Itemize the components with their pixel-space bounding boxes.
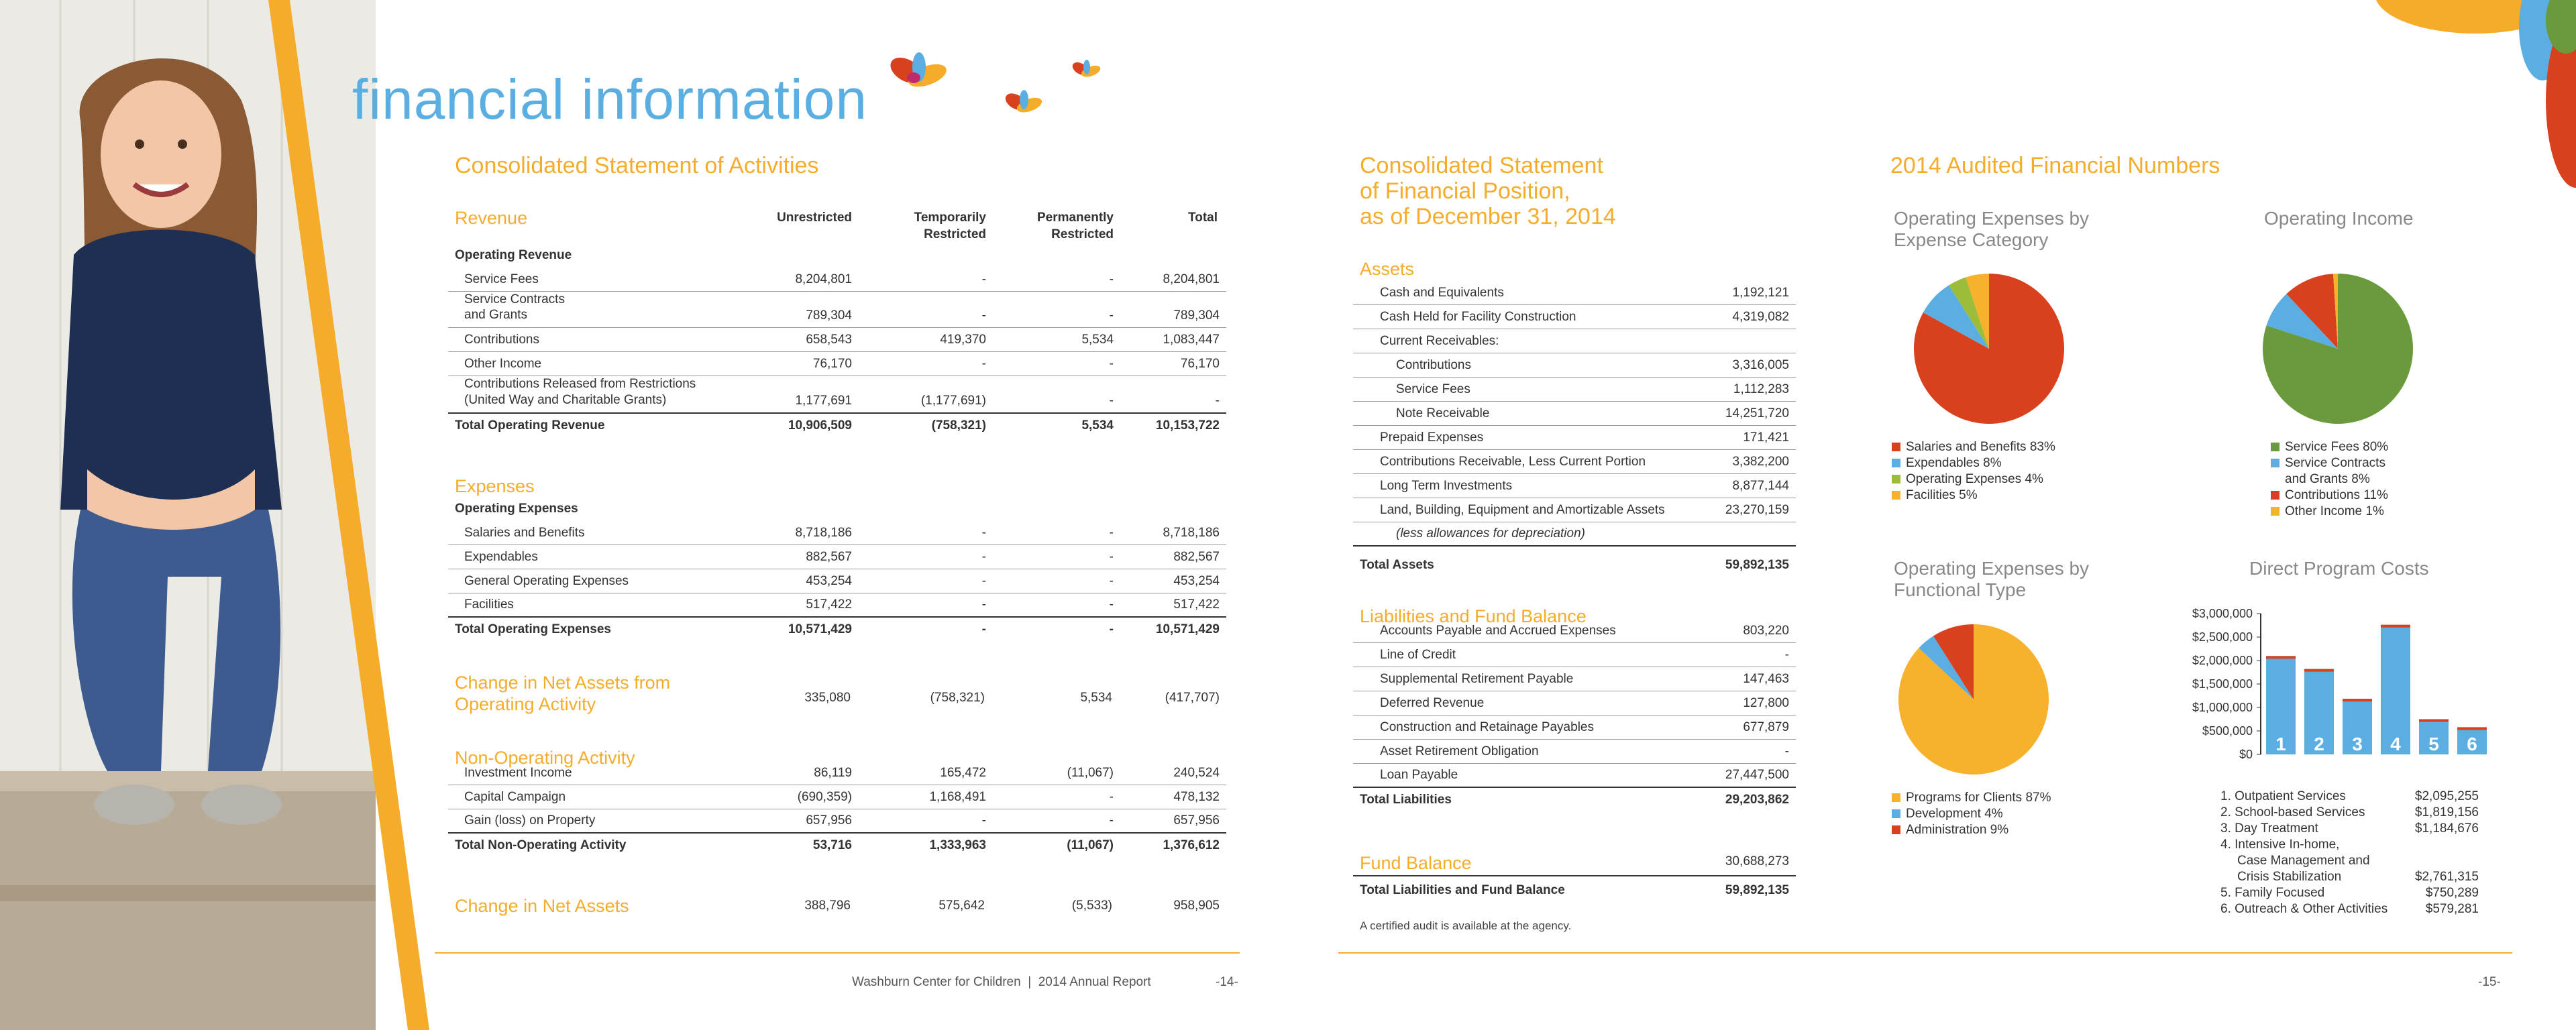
operating-revenue-row <box>448 243 1226 267</box>
program-label: 6. Outreach & Other Activities <box>2220 902 2388 916</box>
revenue-row <box>448 267 1226 291</box>
liability-row <box>1353 739 1796 763</box>
row-label: Investment Income <box>448 760 737 785</box>
permanently-cell: - <box>993 267 1120 291</box>
total-cell: 657,956 <box>1120 809 1226 833</box>
legend-label: Service Contracts and Grants 8% <box>2285 456 2385 486</box>
program-cost-item <box>2220 821 2479 837</box>
total-cell: 76,170 <box>1120 352 1226 376</box>
liability-row <box>1353 763 1796 787</box>
liability-row <box>1353 667 1796 691</box>
nonop-row <box>448 785 1226 809</box>
program-cost-item <box>2220 837 2479 853</box>
asset-row <box>1353 498 1796 522</box>
total-liabilities-value: 29,203,862 <box>1688 787 1796 811</box>
total-assets-label: Total Assets <box>1353 546 1688 577</box>
fund-heading: Fund Balance <box>1360 853 1472 873</box>
legend-direct-program-costs <box>2220 789 2479 917</box>
total-cell: 517,422 <box>1120 593 1226 617</box>
operating-expenses-row <box>448 496 1226 520</box>
temporarily-cell: - <box>859 569 993 593</box>
bar-label-5: 5 <box>2428 734 2439 754</box>
legend-label: Development 4% <box>1906 807 2003 821</box>
liability-label: Loan Payable <box>1353 763 1688 787</box>
total-cell: 10,571,429 <box>1120 617 1226 641</box>
total-cell: 453,254 <box>1120 569 1226 593</box>
unrestricted-cell: (690,359) <box>737 785 859 809</box>
expenses-table <box>448 496 1226 641</box>
row-label: Service Fees <box>448 267 737 291</box>
asset-value <box>1688 522 1796 546</box>
total-liab-fund-label: Total Liabilities and Fund Balance <box>1360 883 1565 897</box>
asset-label: (less allowances for depreciation) <box>1353 522 1688 546</box>
permanently-cell: - <box>993 593 1120 617</box>
change-op-p: 5,534 <box>1080 691 1112 705</box>
temporarily-cell: (758,321) <box>859 413 993 437</box>
unrestricted-cell: 517,422 <box>737 593 859 617</box>
program-cost-item <box>2220 869 2479 885</box>
liability-label: Asset Retirement Obligation <box>1353 739 1688 763</box>
y-tick-label: $2,500,000 <box>2192 630 2253 644</box>
program-label: Crisis Stabilization <box>2237 870 2342 884</box>
legend-swatch <box>1892 475 1900 483</box>
asset-label: Land, Building, Equipment and Amortizable Assets <box>1353 498 1688 522</box>
asset-row <box>1353 449 1796 473</box>
position-title-line-2: of Financial Position, <box>1360 178 1570 205</box>
total-expenses-row <box>448 617 1226 641</box>
liability-row <box>1353 618 1796 642</box>
fund-value: 30,688,273 <box>1725 854 1789 868</box>
asset-value: 3,382,200 <box>1688 449 1796 473</box>
legend-item <box>1892 488 2113 504</box>
asset-label: Long Term Investments <box>1353 473 1688 498</box>
bar-cap-1 <box>2266 656 2296 659</box>
asset-value: 14,251,720 <box>1688 401 1796 425</box>
temporarily-cell: - <box>859 352 993 376</box>
liability-row <box>1353 715 1796 739</box>
y-tick-label: $0 <box>2239 748 2253 761</box>
asset-value: 1,192,121 <box>1688 280 1796 304</box>
footer-left-page: -14- <box>1216 975 1238 989</box>
page-title: financial information <box>352 68 868 131</box>
bar-cap-4 <box>2381 625 2410 628</box>
program-value: $1,819,156 <box>2414 805 2479 819</box>
change-net-t: 575,642 <box>938 899 985 913</box>
program-value: $1,184,676 <box>2414 821 2479 836</box>
revenue-table <box>448 243 1226 437</box>
row-label: Capital Campaign <box>448 785 737 809</box>
legend-swatch <box>2271 507 2279 516</box>
liability-label: Deferred Revenue <box>1353 691 1688 715</box>
asset-value: 4,319,082 <box>1688 304 1796 329</box>
asset-label: Service Fees <box>1353 377 1688 401</box>
temporarily-cell: 1,168,491 <box>859 785 993 809</box>
asset-label: Cash and Equivalents <box>1353 280 1688 304</box>
position-title-line-1: Consolidated Statement <box>1360 153 1603 178</box>
pie-chart-expense-category <box>1905 265 2073 433</box>
program-label: 1. Outpatient Services <box>2220 789 2346 803</box>
asset-row <box>1353 473 1796 498</box>
liability-value: - <box>1688 642 1796 667</box>
chart2-title: Operating Income <box>2264 208 2414 229</box>
asset-label: Prepaid Expenses <box>1353 425 1688 449</box>
row-label: Gain (loss) on Property <box>448 809 737 833</box>
total-liabilities-label: Total Liabilities <box>1353 787 1688 811</box>
asset-label: Note Receivable <box>1353 401 1688 425</box>
liab-heading: Liabilities and Fund Balance <box>1360 606 1587 626</box>
asset-row <box>1353 401 1796 425</box>
row-label: Total Operating Revenue <box>448 413 737 437</box>
legend-operating-income <box>2271 439 2438 520</box>
change-net-heading: Change in Net Assets <box>455 896 629 916</box>
permanently-cell: 5,534 <box>993 328 1120 352</box>
asset-row <box>1353 280 1796 304</box>
unrestricted-cell: 76,170 <box>737 352 859 376</box>
row-label: Contributions <box>448 328 737 352</box>
flower-decoration <box>879 40 1134 127</box>
unrestricted-cell: 10,571,429 <box>737 617 859 641</box>
row-label: Other Income <box>448 352 737 376</box>
permanently-cell: - <box>993 569 1120 593</box>
unrestricted-cell: 657,956 <box>737 809 859 833</box>
corner-flower-decoration <box>2375 0 2576 194</box>
asset-value: 8,877,144 <box>1688 473 1796 498</box>
program-label: 2. School-based Services <box>2220 805 2365 819</box>
unrestricted-cell: 789,304 <box>737 291 859 328</box>
asset-value: 1,112,283 <box>1688 377 1796 401</box>
col-header-permanently: Permanently Restricted <box>1036 211 1114 241</box>
legend-item <box>2271 439 2438 455</box>
legend-label: Other Income 1% <box>2285 504 2384 518</box>
change-net-p: (5,533) <box>1071 899 1112 913</box>
footer-right-page: -15- <box>2478 975 2501 989</box>
revenue-row <box>448 291 1226 328</box>
position-title <box>1360 153 1616 229</box>
row-label: Service Contracts and Grants <box>448 291 737 328</box>
program-value: $2,095,255 <box>2414 789 2479 803</box>
change-net-u: 388,796 <box>804 899 851 913</box>
legend-item <box>2271 504 2438 520</box>
program-cost-item <box>2220 901 2479 917</box>
legend-functional-type <box>1892 790 2113 838</box>
program-value: $2,761,315 <box>2414 870 2479 884</box>
asset-label: Current Receivables: <box>1353 329 1688 353</box>
total-assets-value: 59,892,135 <box>1688 546 1796 577</box>
permanently-cell: - <box>993 785 1120 809</box>
legend-label: Service Fees 80% <box>2285 440 2389 454</box>
legend-swatch <box>2271 443 2279 451</box>
chart1-title <box>1894 208 2108 251</box>
total-revenue-row <box>448 413 1226 437</box>
unrestricted-cell: 882,567 <box>737 545 859 569</box>
pie-chart-operating-income <box>2254 265 2422 433</box>
permanently-cell: - <box>993 291 1120 328</box>
legend-item <box>2271 488 2438 504</box>
legend-item <box>1892 806 2113 822</box>
program-label: 4. Intensive In-home, <box>2220 838 2340 852</box>
total-cell: 789,304 <box>1120 291 1226 328</box>
program-cost-item <box>2220 853 2479 869</box>
expense-row <box>448 593 1226 617</box>
program-value: $579,281 <box>2425 902 2479 916</box>
chart1-title-text: Operating Expenses by Expense Category <box>1894 208 2090 251</box>
temporarily-cell: - <box>859 520 993 545</box>
asset-row <box>1353 425 1796 449</box>
temporarily-cell: - <box>859 593 993 617</box>
liability-value: 27,447,500 <box>1688 763 1796 787</box>
unrestricted-cell: 8,718,186 <box>737 520 859 545</box>
program-value: $750,289 <box>2425 886 2479 900</box>
legend-swatch <box>1892 459 1900 467</box>
expenses-heading: Expenses <box>455 476 535 496</box>
legend-item <box>1892 471 2113 488</box>
bar-cap-3 <box>2343 699 2372 701</box>
nonop-row <box>448 809 1226 833</box>
pie-chart-functional-type <box>1890 616 2057 783</box>
bar-label-2: 2 <box>2314 734 2324 754</box>
total-cell: 240,524 <box>1120 760 1226 785</box>
assets-table <box>1353 280 1796 577</box>
revenue-heading: Revenue <box>455 208 528 228</box>
permanently-cell: 5,534 <box>993 413 1120 437</box>
legend-label: Contributions 11% <box>2285 488 2388 502</box>
activities-title: Consolidated Statement of Activities <box>455 153 819 178</box>
col-header-total: Total <box>1188 211 1218 225</box>
legend-item <box>1892 822 2113 838</box>
asset-row <box>1353 377 1796 401</box>
bar-chart-direct-program-costs <box>2106 597 2496 764</box>
operating-expenses-label: Operating Expenses <box>455 502 578 516</box>
legend-label: Facilities 5% <box>1906 488 1978 502</box>
audited-title: 2014 Audited Financial Numbers <box>1890 153 2220 178</box>
legend-label: Administration 9% <box>1906 823 2009 837</box>
unrestricted-cell: 10,906,509 <box>737 413 859 437</box>
legend-label: Salaries and Benefits 83% <box>1906 440 2055 454</box>
total-liab-fund-value: 59,892,135 <box>1725 883 1789 897</box>
yellow-diagonal-band <box>268 0 443 1030</box>
asset-row <box>1353 353 1796 377</box>
legend-label: Operating Expenses 4% <box>1906 472 2043 486</box>
total-assets-row <box>1353 546 1796 577</box>
total-cell: - <box>1120 376 1226 413</box>
temporarily-cell: - <box>859 267 993 291</box>
asset-row <box>1353 304 1796 329</box>
total-cell: 1,376,612 <box>1120 833 1226 857</box>
liability-label: Construction and Retainage Payables <box>1353 715 1688 739</box>
nonop-row <box>448 760 1226 785</box>
permanently-cell: (11,067) <box>993 760 1120 785</box>
bar-cap-6 <box>2457 727 2487 730</box>
footer-rule-left <box>435 952 1240 954</box>
nonop-heading: Non-Operating Activity <box>455 748 635 768</box>
legend-item <box>1892 455 2113 471</box>
legend-swatch <box>1892 793 1900 802</box>
liability-label: Line of Credit <box>1353 642 1688 667</box>
asset-value: 171,421 <box>1688 425 1796 449</box>
row-label: Total Non-Operating Activity <box>448 833 737 857</box>
total-liabilities-row <box>1353 787 1796 811</box>
program-cost-item <box>2220 885 2479 901</box>
temporarily-cell: (1,177,691) <box>859 376 993 413</box>
liability-value: 803,220 <box>1688 618 1796 642</box>
revenue-row <box>448 328 1226 352</box>
asset-label: Contributions Receivable, Less Current Portion <box>1353 449 1688 473</box>
permanently-cell: - <box>993 376 1120 413</box>
liability-value: - <box>1688 739 1796 763</box>
total-cell: 1,083,447 <box>1120 328 1226 352</box>
asset-value: 23,270,159 <box>1688 498 1796 522</box>
temporarily-cell: 165,472 <box>859 760 993 785</box>
bar-cap-2 <box>2304 669 2334 672</box>
position-title-line-3: as of December 31, 2014 <box>1360 204 1616 230</box>
liability-value: 127,800 <box>1688 691 1796 715</box>
chart3-title: Operating Expenses by Functional Type <box>1894 558 2090 601</box>
liabilities-table <box>1353 618 1796 811</box>
liability-value: 147,463 <box>1688 667 1796 691</box>
chart4-title: Direct Program Costs <box>2249 558 2429 579</box>
permanently-cell: (11,067) <box>993 833 1120 857</box>
legend-item <box>1892 790 2113 806</box>
legend-swatch <box>2271 491 2279 500</box>
unrestricted-cell: 658,543 <box>737 328 859 352</box>
program-cost-item <box>2220 805 2479 821</box>
permanently-cell: - <box>993 520 1120 545</box>
bar-label-1: 1 <box>2275 734 2286 754</box>
expense-row <box>448 520 1226 545</box>
bar-cap-5 <box>2419 719 2449 722</box>
assets-heading: Assets <box>1360 259 1415 279</box>
operating-revenue-label: Operating Revenue <box>455 248 572 262</box>
permanently-cell: - <box>993 809 1120 833</box>
total-liab-fund-row <box>1353 875 1796 902</box>
change-net-total: 958,905 <box>1173 899 1220 913</box>
y-tick-label: $1,500,000 <box>2192 677 2253 691</box>
liability-value: 677,879 <box>1688 715 1796 739</box>
legend-item <box>1892 439 2113 455</box>
legend-swatch <box>1892 443 1900 451</box>
total-cell: 8,204,801 <box>1120 267 1226 291</box>
unrestricted-cell: 453,254 <box>737 569 859 593</box>
legend-swatch <box>1892 825 1900 834</box>
legend-expense-category <box>1892 439 2113 504</box>
unrestricted-cell: 53,716 <box>737 833 859 857</box>
revenue-row <box>448 352 1226 376</box>
bar-label-6: 6 <box>2467 734 2477 754</box>
asset-label: Contributions <box>1353 353 1688 377</box>
row-label: Contributions Released from Restrictions (United Way and Charitable Grants) <box>448 376 737 413</box>
program-label: 3. Day Treatment <box>2220 821 2318 836</box>
liability-row <box>1353 642 1796 667</box>
col-header-temporarily: Temporarily Restricted <box>914 211 986 241</box>
y-tick-label: $3,000,000 <box>2192 607 2253 620</box>
asset-value: 3,316,005 <box>1688 353 1796 377</box>
legend-swatch <box>1892 491 1900 500</box>
asset-row <box>1353 522 1796 546</box>
legend-swatch <box>1892 809 1900 818</box>
asset-value <box>1688 329 1796 353</box>
bar-label-3: 3 <box>2352 734 2363 754</box>
change-op-u: 335,080 <box>804 691 851 705</box>
row-label: Salaries and Benefits <box>448 520 737 545</box>
y-tick-label: $2,000,000 <box>2192 654 2253 667</box>
y-tick-label: $500,000 <box>2202 724 2253 738</box>
col-header-unrestricted: Unrestricted <box>777 211 852 225</box>
temporarily-cell: - <box>859 545 993 569</box>
row-label: Facilities <box>448 593 737 617</box>
legend-item <box>2271 455 2438 488</box>
temporarily-cell: - <box>859 809 993 833</box>
temporarily-cell: - <box>859 617 993 641</box>
total-nonop-row <box>448 833 1226 857</box>
expense-row <box>448 569 1226 593</box>
row-label: General Operating Expenses <box>448 569 737 593</box>
expense-row <box>448 545 1226 569</box>
row-label: Total Operating Expenses <box>448 617 737 641</box>
total-cell: 478,132 <box>1120 785 1226 809</box>
audit-note: A certified audit is available at the agency. <box>1360 919 1572 932</box>
permanently-cell: - <box>993 617 1120 641</box>
temporarily-cell: 419,370 <box>859 328 993 352</box>
row-label: Expendables <box>448 545 737 569</box>
program-cost-item <box>2220 789 2479 805</box>
permanently-cell: - <box>993 545 1120 569</box>
temporarily-cell: 1,333,963 <box>859 833 993 857</box>
footer-rule-right <box>1338 952 2512 954</box>
nonop-table <box>448 760 1226 857</box>
liability-label: Supplemental Retirement Payable <box>1353 667 1688 691</box>
total-cell: 8,718,186 <box>1120 520 1226 545</box>
change-op-total: (417,707) <box>1165 691 1220 705</box>
liability-row <box>1353 691 1796 715</box>
change-op-heading: Change in Net Assets from Operating Activity <box>455 673 671 715</box>
revenue-row <box>448 376 1226 413</box>
legend-swatch <box>2271 459 2279 467</box>
legend-label: Programs for Clients 87% <box>1906 791 2051 805</box>
legend-label: Expendables 8% <box>1906 456 2002 470</box>
program-label: 5. Family Focused <box>2220 886 2325 900</box>
unrestricted-cell: 1,177,691 <box>737 376 859 413</box>
change-op-t: (758,321) <box>930 691 985 705</box>
unrestricted-cell: 8,204,801 <box>737 267 859 291</box>
permanently-cell: - <box>993 352 1120 376</box>
asset-row <box>1353 329 1796 353</box>
program-label: Case Management and <box>2237 854 2370 868</box>
y-tick-label: $1,000,000 <box>2192 701 2253 714</box>
total-cell: 882,567 <box>1120 545 1226 569</box>
footer-left-text: Washburn Center for Children | 2014 Annual Report <box>852 975 1151 989</box>
asset-label: Cash Held for Facility Construction <box>1353 304 1688 329</box>
liability-label: Accounts Payable and Accrued Expenses <box>1353 618 1688 642</box>
total-cell: 10,153,722 <box>1120 413 1226 437</box>
bar-label-4: 4 <box>2390 734 2401 754</box>
unrestricted-cell: 86,119 <box>737 760 859 785</box>
temporarily-cell: - <box>859 291 993 328</box>
